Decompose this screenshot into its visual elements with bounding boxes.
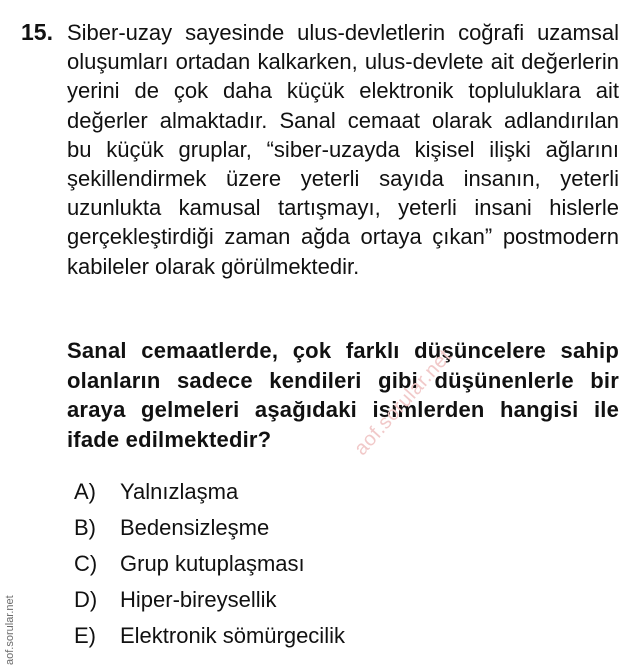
question-stem: Siber-uzay sayesinde ulus-devletlerin coğrafi uzamsal oluşumları ortadan kalkarken, ulus-devlete ait değerlerin yerini de çok daha küçük elektronik topluluklara ait değerler almaktadır. Sanal cemaat olarak adlandırılan bu küçük gruplar, “siber-uzayda kişisel ilişki ağlarını şekillendirmek üzere yeterli sayıda insanın, yeterli uzunlukta kamusal tartışmayı, yeterli insani hislerle gerçekleştirdiği zaman ağda ortaya çıkan” postmodern kabileler olarak görülmektedir. <box>67 20 619 279</box>
option-letter: D) <box>74 587 98 612</box>
option-text: Yalnızlaşma <box>120 479 239 504</box>
option-b[interactable] <box>74 510 345 546</box>
option-text: Hiper-bireysellik <box>120 587 277 612</box>
option-text: Elektronik sömürgecilik <box>120 623 345 648</box>
option-d[interactable] <box>74 582 345 618</box>
option-letter: C) <box>74 551 98 576</box>
option-letter: E) <box>74 623 96 648</box>
option-letter: B) <box>74 515 96 540</box>
question-prompt: Sanal cemaatlerde, çok farklı düşüncelere sahip olanların sadece kendileri gibi düşünenlerle bir araya gelmeleri aşağıdaki isimlerden hangisi ile ifade edilmektedir? <box>67 338 619 452</box>
side-watermark-text: aof.sorular.net <box>4 595 16 665</box>
option-text: Grup kutuplaşması <box>120 551 305 576</box>
option-c[interactable] <box>74 546 345 582</box>
center-watermark: aof.sorular.net <box>350 345 457 460</box>
option-text: Bedensizleşme <box>120 515 270 540</box>
option-e[interactable] <box>74 618 345 654</box>
question-number: 15. <box>21 19 53 45</box>
option-a[interactable] <box>74 474 345 510</box>
option-letter: A) <box>74 479 96 504</box>
answer-options <box>74 474 345 654</box>
side-watermark <box>2 535 16 665</box>
